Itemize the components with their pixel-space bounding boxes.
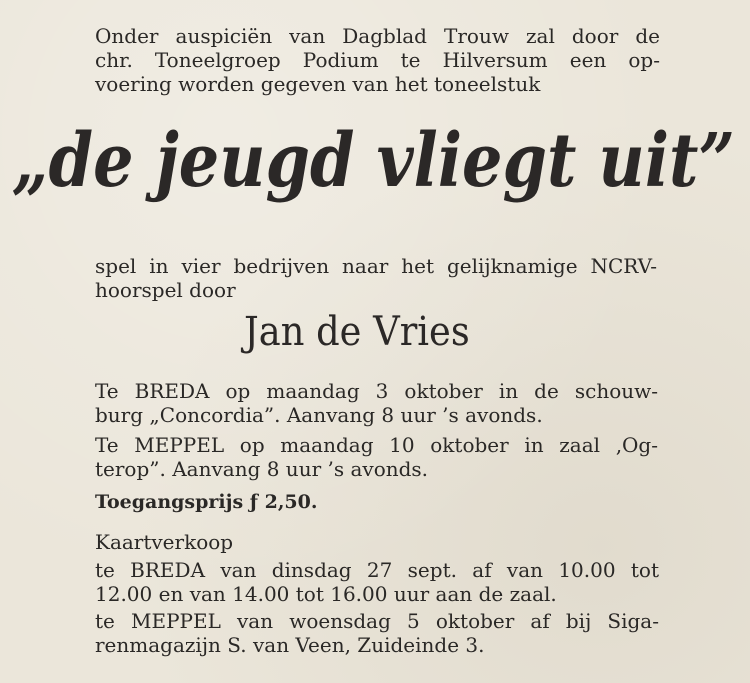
performance-line-1: Te BREDA op maandag 3 oktober in de schouw- (95, 379, 658, 403)
intro-line-2: chr. Toneelgroep Podium te Hilversum een op- (95, 48, 660, 72)
sales-line-2: 12.00 en van 14.00 tot 16.00 uur aan de zaal. (95, 582, 557, 606)
intro-line-1: Onder auspiciën van Dagblad Trouw zal door de (95, 24, 660, 48)
author-name: Jan de Vries (244, 309, 470, 355)
subtitle-line-1: spel in vier bedrijven naar het gelijknamige NCRV- (95, 254, 657, 278)
sales-line-3: te MEPPEL van woensdag 5 oktober af bij Siga- (95, 609, 659, 633)
sales-line-4: renmagazijn S. van Veen, Zuideinde 3. (95, 633, 485, 657)
subtitle-line-2: hoorspel door (95, 278, 236, 302)
performance-line-3: Te MEPPEL op maandag 10 oktober in zaal ‚Og- (95, 433, 658, 457)
performance-line-4: terop”. Aanvang 8 uur ’s avonds. (95, 457, 429, 481)
play-title: „de jeugd vliegt uit” (12, 118, 736, 204)
sales-line-1: te BREDA van dinsdag 27 sept. af van 10.00 tot (95, 558, 659, 582)
sales-heading: Kaartverkoop (95, 530, 234, 554)
performance-line-2: burg „Concordia”. Aanvang 8 uur ’s avonds. (95, 403, 543, 427)
ticket-price: Toegangsprijs ƒ 2,50. (95, 491, 318, 513)
intro-line-3: voering worden gegeven van het toneelstuk (95, 72, 541, 96)
